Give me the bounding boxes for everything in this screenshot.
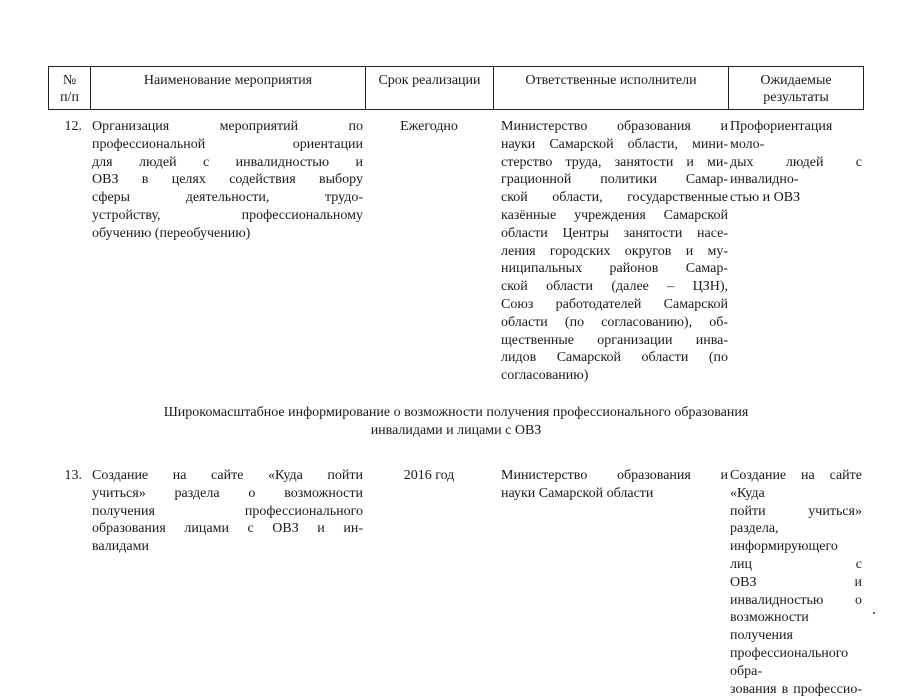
row-responsible-line: области Центры занятости насе- bbox=[501, 225, 728, 241]
row-name bbox=[90, 118, 365, 385]
row-name-line: для людей с инвалидностью и bbox=[92, 154, 363, 170]
row-result-line: зования в профессио- bbox=[730, 681, 862, 697]
row-responsible-line: щественные организации инва- bbox=[501, 332, 728, 348]
header-col-number-line1: № bbox=[62, 73, 77, 88]
row-responsible-line: Министерство образования и bbox=[501, 119, 728, 134]
row-responsible bbox=[493, 118, 728, 385]
row-name-line: обучению (переобучению) bbox=[92, 225, 251, 241]
row-result-line: возможности получения bbox=[730, 610, 809, 644]
header-col-number bbox=[49, 67, 91, 109]
row-name-line: получения профессионального bbox=[92, 503, 363, 519]
row-responsible-line: ской области, государственные bbox=[501, 190, 728, 206]
row-result-line: профессионального обра- bbox=[730, 645, 849, 679]
row-responsible-line: согласованию) bbox=[501, 368, 589, 384]
row-name-line: Создание на сайте «Куда пойти bbox=[92, 468, 363, 483]
row-name-line: образования лицами с ОВЗ и ин- bbox=[92, 521, 363, 537]
section-heading-line1: Широкомасштабное информирование о возможности получения профессионального образования bbox=[163, 405, 749, 420]
row-name-line: сферы деятельности, трудо- bbox=[92, 190, 363, 206]
row-name bbox=[90, 467, 365, 698]
row-result-line: пойти учиться» раздела, bbox=[730, 503, 862, 537]
row-result-line: дых людей с инвалидно- bbox=[730, 154, 862, 188]
table-header bbox=[48, 66, 864, 110]
row-responsible-line: ления городских округов и му- bbox=[501, 243, 728, 259]
row-responsible-line: лидов Самарской области (по bbox=[501, 350, 728, 366]
row-result bbox=[728, 118, 862, 385]
header-col-name: Наименование мероприятия bbox=[91, 67, 366, 109]
row-name-line: устройству, профессиональному bbox=[92, 207, 363, 223]
row-name-line: валидами bbox=[92, 539, 149, 555]
row-responsible-line: казённые учреждения Самарской bbox=[501, 207, 728, 223]
table-row-13 bbox=[48, 467, 864, 698]
header-col-number-line2: п/п bbox=[60, 90, 79, 105]
header-col-result: Ожидаемые результаты bbox=[760, 73, 832, 105]
row-name-line: ОВЗ в целях содействия выбору bbox=[92, 172, 363, 188]
row-responsible-line: Союз работодателей Самарской bbox=[501, 296, 728, 312]
row-responsible bbox=[493, 467, 728, 698]
row-name-line: Организация мероприятий по bbox=[92, 119, 363, 134]
row-responsible-line: грационной политики Самар- bbox=[501, 172, 728, 188]
section-heading bbox=[48, 404, 864, 440]
header-col-responsible: Ответственные исполнители bbox=[494, 67, 729, 109]
row-responsible-line: науки Самарской области bbox=[501, 485, 654, 501]
scan-speck bbox=[873, 612, 875, 614]
row-result-line: Профориентация моло- bbox=[730, 119, 833, 152]
row-result-line: ОВЗ и инвалидностью о bbox=[730, 574, 862, 608]
row-name-line: профессиональной ориентации bbox=[92, 136, 363, 152]
row-responsible-line: ской области (далее – ЦЗН), bbox=[501, 279, 728, 295]
row-result-line: стью и ОВЗ bbox=[730, 190, 801, 206]
row-name-line: учиться» раздела о возможности bbox=[92, 485, 363, 501]
row-number: 12. bbox=[64, 119, 82, 134]
row-responsible-line: Министерство образования и bbox=[501, 468, 728, 483]
row-result bbox=[728, 467, 862, 698]
row-term: Ежегодно bbox=[400, 119, 458, 134]
row-result-line: Создание на сайте «Куда bbox=[730, 468, 862, 501]
row-result-line: информирующего лиц с bbox=[730, 539, 862, 572]
row-responsible-line: стерство труда, занятости и ми- bbox=[501, 154, 728, 170]
table-row-12 bbox=[48, 118, 864, 385]
row-number: 13. bbox=[64, 468, 82, 483]
row-responsible-line: области (по согласованию), об- bbox=[501, 314, 728, 330]
row-term: 2016 год bbox=[403, 468, 455, 483]
row-responsible-line: науки Самарской области, мини- bbox=[501, 136, 728, 152]
section-heading-line2: инвалидами и лицами с ОВЗ bbox=[370, 422, 542, 438]
row-responsible-line: ниципальных районов Самар- bbox=[501, 261, 728, 277]
header-col-term: Срок реализации bbox=[366, 67, 494, 109]
